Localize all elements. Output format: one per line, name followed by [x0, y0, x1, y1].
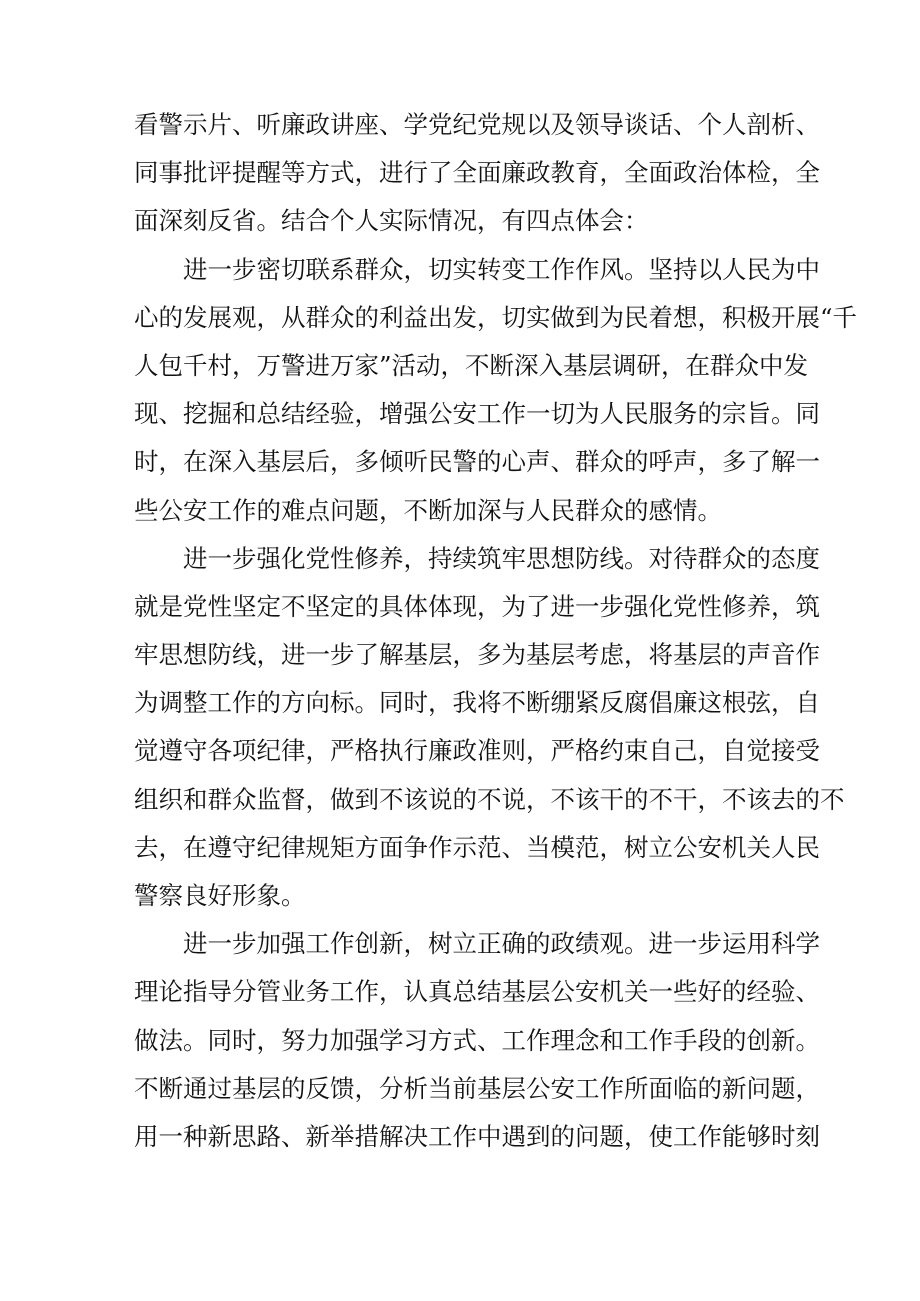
text-line: 为调整工作的方向标。同时，我将不断绷紧反腐倡廉这根弦，自	[134, 688, 820, 718]
text-line: 时，在深入基层后，多倾听民警的心声、群众的呼声，多了解一	[134, 447, 820, 477]
paragraph	[134, 246, 858, 535]
text-line: 进一步密切联系群众，切实转变工作作风。坚持以人民为中	[183, 254, 820, 284]
text-line: 做法。同时，努力加强学习方式、工作理念和工作手段的创新。	[134, 1025, 820, 1055]
text-line: 些公安工作的难点问题，不断加深与人民群众的感情。	[134, 495, 722, 525]
text-line: 就是党性坚定不坚定的具体体现，为了进一步强化党性修养，筑	[134, 591, 820, 621]
document-body	[134, 101, 858, 1161]
text-line: 去，在遵守纪律规矩方面争作示范、当模范，树立公安机关人民	[134, 832, 820, 862]
text-line: 人包千村，万警进万家”活动，不断深入基层调研，在群众中发	[134, 350, 809, 380]
text-line: 进一步加强工作创新，树立正确的政绩观。进一步运用科学	[183, 929, 820, 959]
text-line: 现、挖掘和总结经验，增强公安工作一切为人民服务的宗旨。同	[134, 399, 820, 429]
text-line: 组织和群众监督，做到不该说的不说，不该干的不干，不该去的不	[134, 784, 845, 814]
text-line: 警察良好形象。	[134, 881, 306, 910]
text-line: 同事批评提醒等方式，进行了全面廉政教育，全面政治体检，全	[134, 158, 820, 188]
text-line: 不断通过基层的反馈，分析当前基层公安工作所面临的新问题，	[134, 1073, 820, 1103]
paragraph	[134, 535, 845, 921]
text-line: 进一步强化党性修养，持续筑牢思想防线。对待群众的态度	[183, 543, 820, 573]
paragraph	[134, 920, 820, 1161]
text-line: 用一种新思路、新举措解决工作中遇到的问题，使工作能够时刻	[134, 1121, 820, 1151]
paragraph	[134, 101, 820, 246]
text-line: 理论指导分管业务工作，认真总结基层公安机关一些好的经验、	[134, 977, 820, 1007]
text-line: 看警示片、听廉政讲座、学党纪党规以及领导谈话、个人剖析、	[134, 110, 820, 139]
text-line: 觉遵守各项纪律，严格执行廉政准则，严格约束自己，自觉接受	[134, 736, 820, 766]
text-line: 面深刻反省。结合个人实际情况，有四点体会：	[134, 206, 649, 236]
text-line: 心的发展观，从群众的利益出发，切实做到为民着想，积极开展“千	[134, 302, 858, 332]
text-line: 牢思想防线，进一步了解基层，多为基层考虑，将基层的声音作	[134, 640, 820, 670]
